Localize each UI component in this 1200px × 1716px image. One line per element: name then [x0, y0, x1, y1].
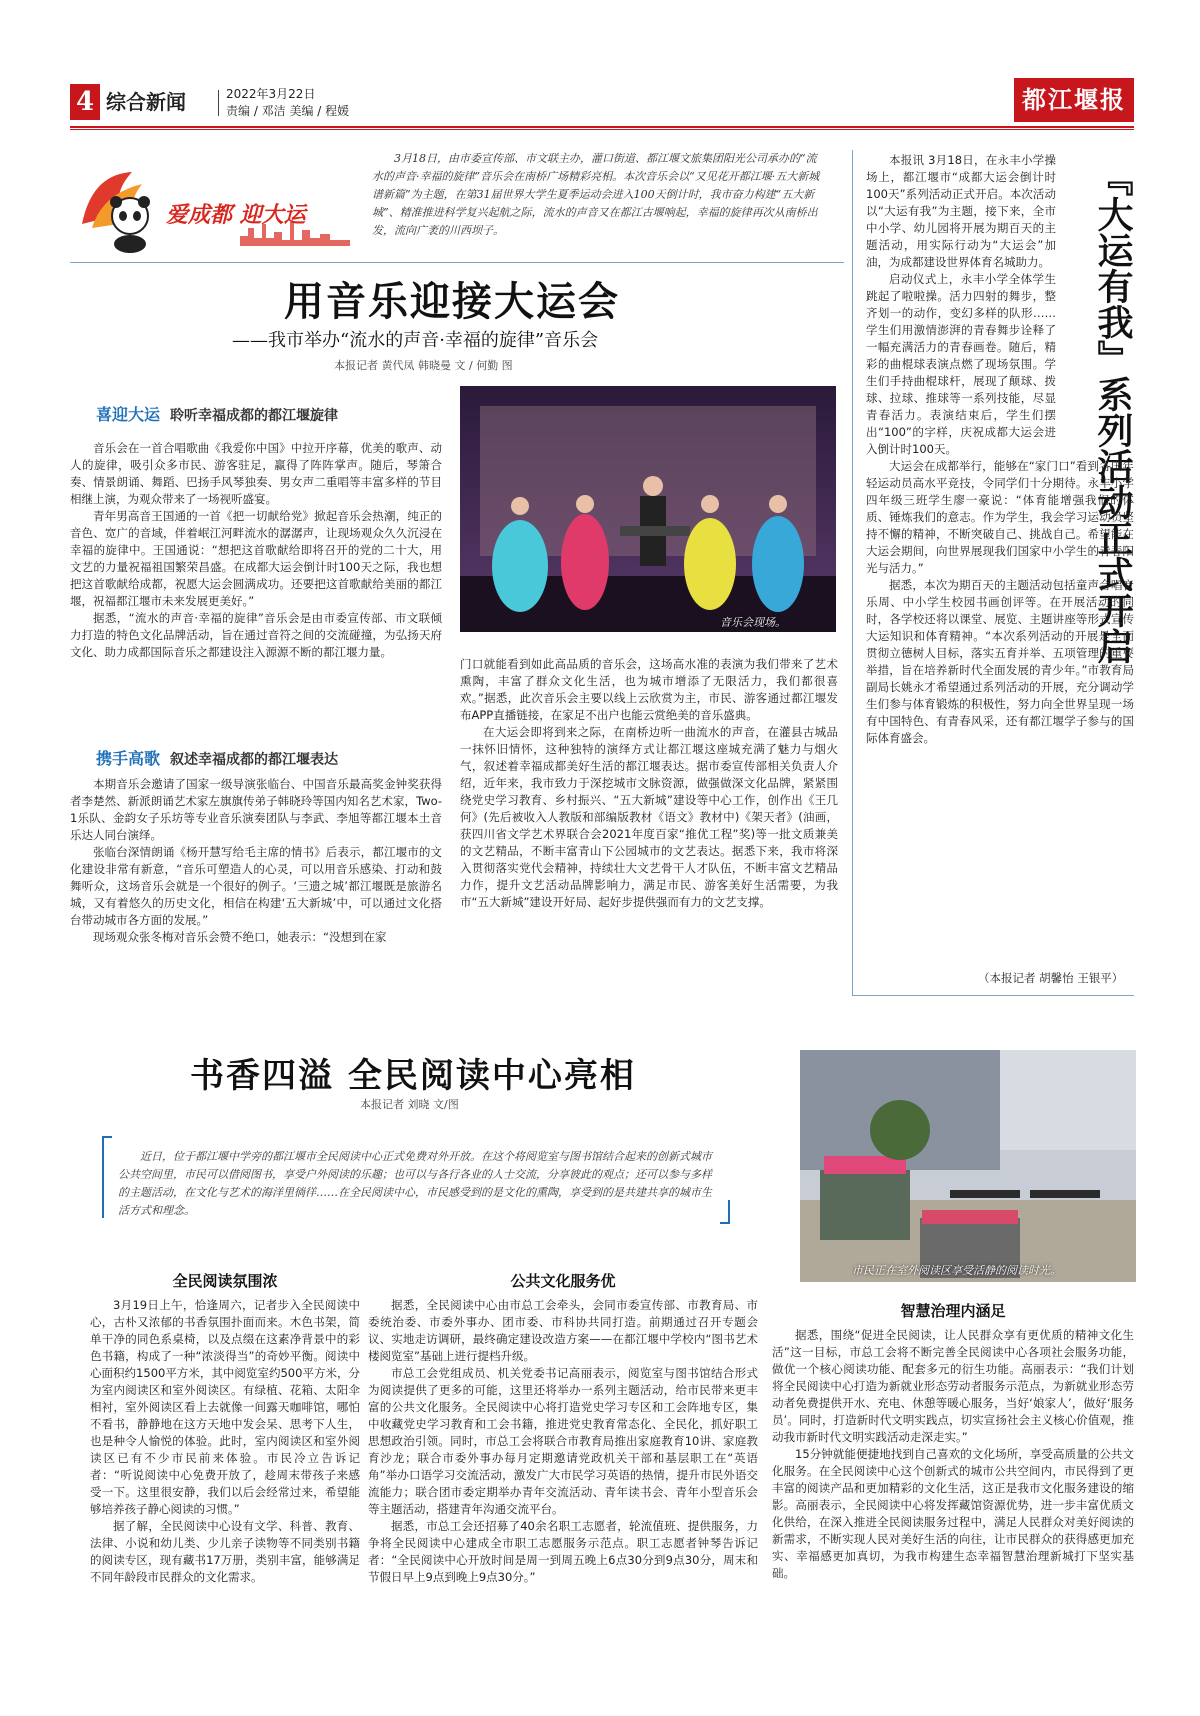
paragraph: 音乐会在一首合唱歌曲《我爱你中国》中拉开序幕，优美的歌声、动人的旋律，吸引众多市民、游客驻足，赢得了阵阵掌声。随后，琴箫合奏、情景朗诵、舞蹈、巴扬手风琴独奏、男女声二重唱等丰富多样的节目相继上演，为观众带来了一场视听盛宴。	[70, 441, 442, 506]
right-box-border	[852, 150, 853, 996]
photo-caption: 市民正在室外阅读区享受活静的阅读时光。	[852, 1264, 1061, 1277]
story2-column-e	[772, 1300, 1134, 1582]
paragraph: 本期音乐会邀请了国家一级导演张临台、中国音乐最高奖金钟奖获得者李楚然、新派朗诵艺术家左旗旗传弟子韩晓玲等国内知名艺术家，Two-1乐队、金韵女子乐坊等专业音乐演奏团队与李武、李旭等都江堰本土音乐达人同台演绎。	[70, 777, 442, 842]
photo-caption: 音乐会现场。	[720, 616, 786, 629]
story1-section2-head	[96, 746, 338, 769]
paragraph: 启动仪式上，永丰小学全体学生跳起了啦啦操。活力四射的舞步，整齐划一的动作，变幻多样的队形……学生们用激情澎湃的青春舞步诠释了一幅充满活力的青春画卷。随后，精彩的曲棍球表演点燃了现场氛围。学生们手持曲棍球杆，展现了颠球、拨球、拉球、推球等一系列技能，尽显青春活力。表演结束后，学生们摆出“100”的字样，庆祝成都大运会进入倒计时100天。	[866, 272, 1056, 456]
issue-date: 2022年3月22日	[226, 87, 316, 101]
paragraph: 现场观众张冬梅对音乐会赞不绝口，她表示：“没想到在家	[93, 930, 387, 944]
skyline-icon	[240, 218, 350, 246]
page-number: 4	[70, 84, 100, 120]
story2-intro: 近日，位于都江堰中学旁的都江堰市全民阅读中心正式免费对外开放。在这个将阅览室与图书馆结合起来的创新式城市公共空间里，市民可以借阅图书，享受户外阅读的乐趣；也可以与各行各业的人士交流，分享彼此的观点；还可以参与多样的主题活动，在文化与艺术的海洋里徜徉……在全民阅读中心，市民感受到的是文化的熏陶，享受到的是共建共享的城市生活方式和理念。	[118, 1150, 712, 1217]
story1-column-a1	[70, 440, 442, 661]
paragraph: 据悉，全民阅读中心由市总工会牵头，会同市委宣传部、市教育局、市委统治委、市委外事办、团市委、市科协共同打造。前期通过召开专题会议、实地走访调研，最终确定建设改造方案——在都江堰中学校内“图书艺术楼阅览室”基础上进行提档升级。	[368, 1298, 758, 1363]
paragraph: 本报讯 3月18日，在永丰小学操场上，都江堰市“成都大运会倒计时100天”系列活动正式开启。本次活动以“大运有我”为主题，接下来，全市中小学、幼儿园将开展为期百天的主题活动，用实际行动为“大运会”加油，为成都建设世界体育名城助力。	[866, 153, 1056, 269]
story1-column-a2	[70, 776, 442, 946]
story1-column-b	[460, 656, 838, 911]
paragraph: 青年男高音王国通的一首《把一切献给党》掀起音乐会热潮，纯正的音色、宽广的音域，伴着岷江河畔流水的潺潺声，让现场观众久久沉浸在幸福的旋律中。王国通说：“想把这首歌献给即将召开的党的二十大，用文艺的力量祝福祖国繁荣昌盛。在成都大运会倒计时100天之际，我也想把这首歌献给成都，祝愿大运会圆满成功。还要把这首歌献给美丽的都江堰，祝福都江堰市未来发展更美好。”	[70, 509, 442, 608]
paragraph: 在大运会即将到来之际，在南桥边听一曲流水的声音，在灌县古城品一抹怀旧情怀，这种独特的演绎方式让都江堰这座城充满了魅力与烟火气，叙述着幸福成都美好生活的都江堰表达。据市委宣传部相关负责人介绍，近年来，我市致力于深挖城市文脉资源，做强做深文化品牌，紧紧围绕党史学习教育、乡村振兴、“五大新城”建设等中心工作，创作出《王几何》(先后被收入人教版和部编版教材《语文》教材中)《架天者》(油画，获四川省文学艺术界联合会2021年度百家“推优工程”奖)等一批文质兼美的文艺精品，不断丰富青山下公园城市的文艺表达。据悉下来，我市将深入贯彻落实党代会精神，持续壮大文艺骨干人才队伍，不断丰富文艺精品力作，提升文艺活动品牌影响力，满足市民、游客美好生活需要，为我市“五大新城”建设开好局、起好步提供强而有力的文艺支撑。	[460, 725, 838, 909]
reading-center-photo	[800, 1050, 1136, 1282]
subhead: 智慧治理内涵足	[900, 1302, 1006, 1320]
story1-title: 用音乐迎接大运会	[284, 278, 620, 325]
story1-intro: 3月18日，由市委宣传部、市文联主办，灌口街道、都江堰文旅集团阳光公司承办的“流水的声音·幸福的旋律”音乐会在南桥广场精彩亮相。本次音乐会以“又见花开都江堰·五大新城谱新篇”为主题，在第31届世界大学生夏季运动会进入100天倒计时，我市奋力构建“五大新城”、精准推进科学复兴起航之际，流水的声音又在都江古堰响起，幸福的旋律再次从南桥出发，流向广袤的川西坝子。	[372, 152, 820, 237]
paragraph: 大运会在成都举行，能够在“家门口”看到各国年轻运动员高水平竞技，令同学们十分期待。永丰小学四年级三班学生廖一豪说：“体育能增强我们的体质、锤炼我们的意志。作为学生，我会学习运动员坚持不懈的精神，不断突破自己、挑战自己。希望能在大运会期间，向世界展现我们国家中小学生的青春阳光与活力。”	[866, 459, 1134, 575]
section-name: 综合新闻	[106, 90, 186, 114]
right-story-author: （本报记者 胡馨怡 王银平）	[978, 971, 1124, 985]
story2-column-c	[90, 1270, 360, 1586]
concert-photo	[460, 386, 836, 632]
paragraph: 3月19日上午，恰逢周六，记者步入全民阅读中心，古朴又浓郁的书香氛围扑面而来。木色书架，简单干净的同色系桌椅，以及点缀在这素净背景中的彩色书籍，构成了一种“浓淡得当”的奇妙平衡。阅读中心面积约1500平方米，其中阅览室约500平方米，分为室内阅读区和室外阅读区。有绿植、花箱、太阳伞相衬，室外阅读区看上去就像一间露天咖啡馆，哪怕不看书，静静地在这方天地中发会呆、思考下人生，也是种令人愉悦的体验。此时，室内阅读区和室外阅读区已有不少市民前来体验。市民冷立告诉记者：“听说阅读中心免费开放了，趁周末带孩子来感受一下。这里很安静，我们以后会经常过来，希望能够培养孩子静心阅读的习惯。”	[90, 1298, 360, 1516]
panda-mascot-icon	[72, 164, 168, 254]
paragraph: 张临台深情朗诵《杨开慧写给毛主席的情书》后表示，都江堰市的文化建设非常有新意，“音乐可塑造人的心灵，可以用音乐感染、打动和鼓舞听众，这场音乐会就是一个很好的例子。‘三遗之城’都江堰既是旅游名城，又有着悠久的历史文化，相信在构建‘五大新城’中，可以通过文化搭台带动城市各方面的发展。”	[70, 845, 442, 927]
section-title: 叙述幸福成都的都江堰表达	[170, 752, 339, 768]
header-rule	[70, 126, 1134, 128]
paragraph: 据悉，市总工会还招募了40余名职工志愿者，轮流值班、提供服务，力争将全民阅读中心建成全市职工志愿服务示范点。职工志愿者钟琴告诉记者：“全民阅读中心开放时间是周一到周五晚上6点30分到9点30分，周末和节假日早上9点到晚上9点30分。”	[368, 1519, 758, 1584]
right-box-border-bottom	[852, 995, 1134, 996]
section-tag: 携手高歌	[96, 749, 161, 768]
intro-bracket	[102, 1136, 112, 1218]
right-story-column	[866, 152, 1134, 747]
subhead: 全民阅读氛围浓	[172, 1272, 278, 1290]
story2-title: 书香四溢 全民阅读中心亮相	[190, 1056, 636, 1096]
section-tag: 喜迎大运	[96, 405, 161, 424]
section-title: 聆听幸福成都的都江堰旋律	[170, 408, 339, 424]
newspaper-logo: 都江堰报	[1014, 78, 1134, 122]
subhead: 公共文化服务优	[510, 1272, 616, 1290]
paragraph: 据悉，本次为期百天的主题活动包括童声合唱音乐周、中小学生校园书画创评等。在开展活动的同时，各学校还将以课堂、展览、主题讲座等形式宣传大运知识和体育精神。“本次系列活动的开展是全面贯彻立德树人目标，落实五育并举、五项管理的重要举措，旨在培养新时代全面发展的青少年。”市教育局副局长姚永才希望通过系列活动的开展，充分调动学生们参与体育锻炼的积极性，努力向全世界呈现一场有中国特色、有青春风采，还有都江堰学子参与的国际体育盛会。	[866, 578, 1134, 745]
header-rule-thin	[70, 129, 1134, 130]
story1-section1-head	[96, 402, 338, 425]
header-divider	[218, 90, 219, 116]
editors-credit: 责编 / 邓洁 美编 / 程媛	[226, 104, 350, 118]
right-story-title: 『大运有我』系列活动正式开启	[1092, 160, 1134, 664]
story1-byline: 本报记者 黄代凤 韩晓曼 文 / 何勤 图	[334, 359, 513, 372]
paragraph: 15分钟就能便捷地找到自己喜欢的文化场所，享受高质量的公共文化服务。在全民阅读中心这个创新式的城市公共空间内，市民得到了更丰富的阅读产品和更加精彩的文化生活，这正是我市文化服务建设的缩影。高丽表示，全民阅读中心将发挥藏馆资源优势，进一步丰富优质文化供给，在深入推进全民阅读服务过程中，满足人民群众对美好阅读的新需求，不断实现人民对美好生活的向往，让市民群众的获得感更加充实、幸福感更加真切，为我市构建生态幸福智慧治理新城打下坚实基础。	[772, 1447, 1134, 1580]
story2-byline: 本报记者 刘晓 文/图	[360, 1098, 459, 1111]
paragraph: 据了解，全民阅读中心设有文学、科普、教育、法律、小说和幼儿类、少儿亲子读物等不同类别书籍的阅读专区，现有藏书17万册，类别丰富，能够满足不同年龄段市民群众的文化需求。	[90, 1519, 360, 1584]
paragraph: 据悉，“流水的声音·幸福的旋律”音乐会是由市委宣传部、市文联倾力打造的特色文化品牌活动，旨在通过音符之间的交流碰撞，为弘扬天府文化、助力成都国际音乐之都建设注入源源不断的都江堰力量。	[70, 611, 442, 659]
story2-column-d	[368, 1270, 758, 1586]
paragraph: 市总工会党组成员、机关党委书记高丽表示，阅览室与图书馆结合形式为阅读提供了更多的可能，这里还将举办一系列主题活动，给市民带来更丰富的公共文化服务。全民阅读中心将打造党史学习专区和工会阵地专区，集中收藏党史学习教育和工会书籍，推进党史教育常态化、全民化，抓好职工思想政治引领。同时，市总工会将联合市教育局推出家庭教育10讲、家庭教育沙龙；联合市委外事办每月定期邀请党政机关干部和基层职工在“英语角”举办口语学习交流活动，激发广大市民学习英语的热情，提升市民外语交流能力；联合团市委定期举办青年交流活动、青年读书会、青年小型音乐会等主题活动，搭建青年沟通交流平台。	[368, 1366, 758, 1516]
section-rule	[70, 262, 844, 263]
banner-slogan: 爱成都 迎大运	[166, 202, 306, 228]
paragraph: 门口就能看到如此高品质的音乐会，这场高水准的表演为我们带来了艺术熏陶，丰富了群众文化生活，也为城市增添了无限活力，我们都很喜欢。”据悉，此次音乐会主要以线上云欣赏为主，市民、游客通过都江堰发布APP直播链接，在家足不出户也能云赏绝美的音乐盛典。	[460, 657, 838, 722]
paragraph: 据悉，围绕“促进全民阅读，让人民群众享有更优质的精神文化生活”这一目标，市总工会将不断完善全民阅读中心各项社会服务功能，做优一个核心阅读功能、配套多元的衍生功能。高丽表示：“我们计划将全民阅读中心打造为新就业形态劳动者服务示范点，为新就业形态劳动者免费提供开水、充电、休憩等暖心服务，当好‘娘家人’，做好‘服务员’。同时，打造新时代文明实践点，切实宣扬社会主义核心价值观，推动我市新时代文明实践活动走深走实。”	[772, 1328, 1134, 1444]
story1-subtitle: ——我市举办“流水的声音·幸福的旋律”音乐会	[232, 330, 599, 351]
